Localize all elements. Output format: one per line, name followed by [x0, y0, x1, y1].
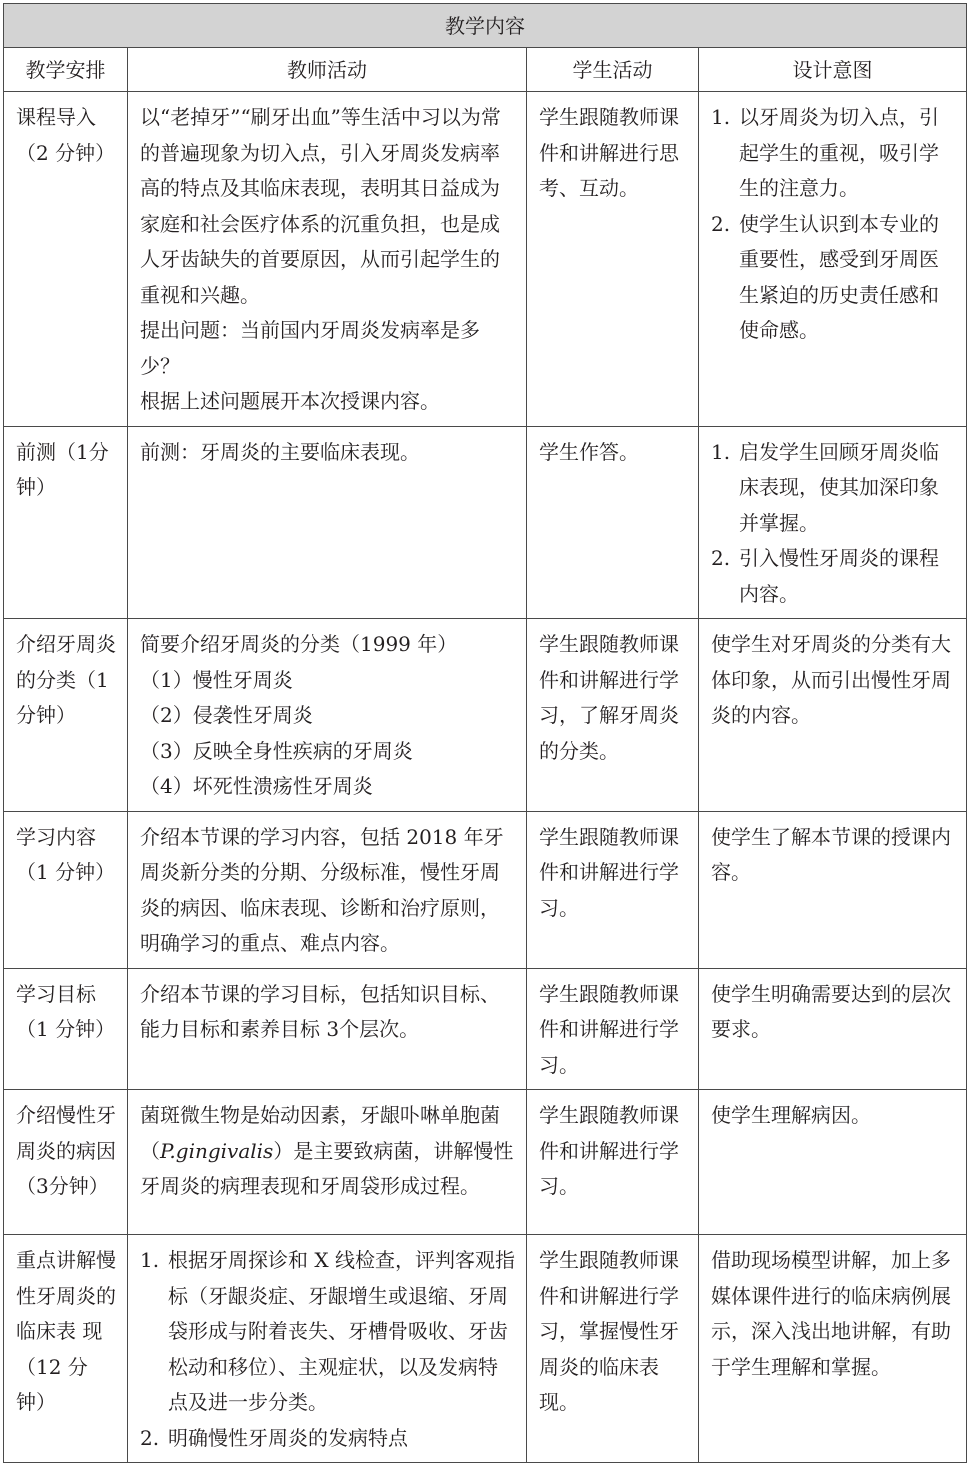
header-teacher-activity: 教师活动 — [128, 48, 527, 92]
list-text: 以牙周炎为切入点，引起学生的重视，吸引学生的注意力。 — [739, 105, 939, 200]
teacher-paragraph: 根据上述问题展开本次授课内容。 — [140, 389, 440, 413]
teacher-text-post: ）是主要致病菌，讲解慢性牙周炎的病理表现和牙周袋形成过程。 — [140, 1138, 514, 1198]
table-row — [4, 92, 967, 427]
arrangement-cell: 课程导入（2 分钟） — [4, 92, 128, 427]
teacher-activity-cell: 介绍本节课的学习目标，包括知识目标、能力目标和素养目标 3个层次。 — [128, 968, 527, 1090]
teacher-activity-cell — [128, 92, 527, 427]
teaching-plan-table — [3, 3, 967, 1463]
list-text: 引入慢性牙周炎的课程内容。 — [739, 546, 939, 606]
list-item — [711, 100, 956, 207]
design-intent-cell: 使学生对牙周炎的分类有大体印象，从而引出慢性牙周炎的内容。 — [699, 619, 967, 812]
arrangement-cell: 介绍慢性牙周炎的病因（3分钟） — [4, 1090, 128, 1235]
classification-item: （1）慢性牙周炎 — [140, 667, 293, 692]
design-intent-cell: 使学生明确需要达到的层次要求。 — [699, 968, 967, 1090]
table-row — [4, 1235, 967, 1463]
design-intent-cell: 使学生理解病因。 — [699, 1090, 967, 1235]
teacher-activity-cell: 介绍本节课的学习内容，包括 2018 年牙周炎新分类的分期、分级标准，慢性牙周炎的病因、临床表现、诊断和治疗原则，明确学习的重点、难点内容。 — [128, 811, 527, 968]
table-title-row — [4, 4, 967, 48]
arrangement-cell: 前测（1分钟） — [4, 426, 128, 619]
teacher-text-pre: 菌斑微生物是始动因素，牙龈卟啉单胞菌（ — [140, 1103, 500, 1163]
arrangement-cell: 介绍牙周炎的分类（1 分钟） — [4, 619, 128, 812]
teacher-paragraph: 提出问题：当前国内牙周炎发病率是多少？ — [140, 318, 480, 378]
list-number: 1. — [140, 1248, 160, 1272]
classification-item: （3）反映全身性疾病的牙周炎 — [140, 738, 413, 763]
list-number: 2. — [140, 1425, 160, 1450]
arrangement-cell: 重点讲解慢性牙周炎的临床表 现（12 分钟） — [4, 1235, 128, 1463]
student-activity-cell: 学生跟随教师课件和讲解进行学习，了解牙周炎的分类。 — [527, 619, 699, 812]
student-activity-cell: 学生跟随教师课件和讲解进行思考、互动。 — [527, 92, 699, 427]
design-intent-cell — [699, 426, 967, 619]
list-number: 1. — [711, 105, 731, 129]
header-design-intent: 设计意图 — [699, 48, 967, 92]
teacher-paragraph: 以“老掉牙”“刷牙出血”等生活中习以为常的普遍现象为切入点，引入牙周炎发病率高的特点及其临床表现，表明其日益成为家庭和社会医疗体系的沉重负担，也是成人牙齿缺失的首要原因，从而引起学生的重视和兴趣。 — [140, 105, 501, 307]
student-activity-cell: 学生跟随教师课件和讲解进行学习。 — [527, 968, 699, 1090]
list-item — [711, 207, 956, 349]
teacher-activity-cell — [128, 1235, 527, 1463]
list-item — [140, 1243, 516, 1421]
classification-item: （4）坏死性溃疡性牙周炎 — [140, 774, 373, 798]
header-student-activity: 学生活动 — [527, 48, 699, 92]
design-intent-cell: 使学生了解本节课的授课内容。 — [699, 811, 967, 968]
list-text: 使学生认识到本专业的重要性，感受到牙周医生紧迫的历史责任感和使命感。 — [739, 211, 939, 342]
list-text: 明确慢性牙周炎的发病特点 — [168, 1425, 408, 1450]
header-arrangement: 教学安排 — [4, 48, 128, 92]
table-row — [4, 619, 967, 812]
classification-item: （2）侵袭性牙周炎 — [140, 703, 313, 727]
list-number: 2. — [711, 211, 731, 236]
list-text: 根据牙周探诊和 X 线检查，评判客观指标（牙龈炎症、牙龈增生或退缩、牙周袋形成与附着丧失、牙槽骨吸收、牙齿松动和移位）、主观症状，以及发病特点及进一步分类。 — [168, 1248, 515, 1414]
bacteria-latin-name: P.gingivalis — [160, 1138, 274, 1163]
arrangement-cell: 学习内容（1 分钟） — [4, 811, 128, 968]
table-row — [4, 1090, 967, 1235]
table-row — [4, 968, 967, 1090]
list-item — [140, 1421, 516, 1457]
teacher-activity-cell — [128, 619, 527, 812]
design-intent-cell: 借助现场模型讲解，加上多媒体课件进行的临床病例展示，深入浅出地讲解，有助于学生理解和掌握。 — [699, 1235, 967, 1463]
list-item — [711, 541, 956, 612]
design-intent-cell — [699, 92, 967, 427]
list-text: 启发学生回顾牙周炎临床表现，使其加深印象并掌握。 — [739, 439, 939, 535]
student-activity-cell: 学生跟随教师课件和讲解进行学习。 — [527, 1090, 699, 1235]
table-row — [4, 426, 967, 619]
table-row — [4, 811, 967, 968]
table-title: 教学内容 — [4, 4, 967, 48]
teacher-activity-cell — [128, 426, 527, 619]
table-header-row — [4, 48, 967, 92]
list-number: 1. — [711, 439, 731, 464]
arrangement-cell: 学习目标（1 分钟） — [4, 968, 128, 1090]
student-activity-cell: 学生跟随教师课件和讲解进行学习。 — [527, 811, 699, 968]
list-number: 2. — [711, 546, 731, 570]
teacher-paragraph: 简要介绍牙周炎的分类（1999 年） — [140, 632, 458, 656]
teacher-activity-cell — [128, 1090, 527, 1235]
teacher-paragraph: 前测：牙周炎的主要临床表现。 — [140, 439, 420, 464]
student-activity-cell: 学生跟随教师课件和讲解进行学习，掌握慢性牙周炎的临床表现。 — [527, 1235, 699, 1463]
list-item — [711, 435, 956, 542]
student-activity-cell: 学生作答。 — [527, 426, 699, 619]
